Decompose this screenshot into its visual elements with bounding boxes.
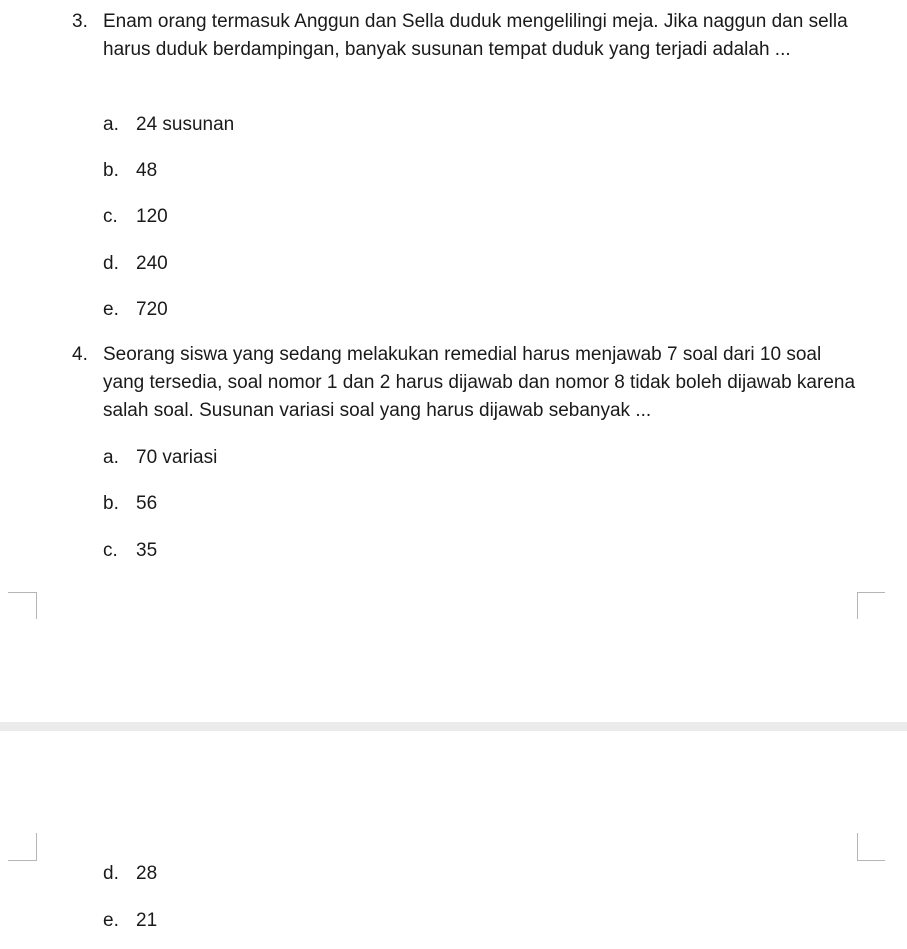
option-text: 120 <box>136 206 168 227</box>
document-page-2 <box>0 731 907 949</box>
option-text: 24 susunan <box>136 114 235 135</box>
option-text: 21 <box>136 910 158 931</box>
question-4-number: 4. <box>72 344 88 365</box>
page-corner-mark-bottom-left <box>8 592 37 619</box>
question-3-option-a <box>103 113 234 137</box>
option-text: 56 <box>136 493 158 514</box>
question-3-number: 3. <box>72 11 88 32</box>
option-text: 720 <box>136 299 168 320</box>
page-corner-mark-top-right <box>857 833 885 861</box>
question-3-option-d <box>103 252 168 276</box>
option-letter: c. <box>103 206 118 227</box>
option-letter: a. <box>103 114 119 135</box>
question-4-option-e <box>103 909 157 933</box>
question-3-option-e <box>103 298 168 322</box>
option-letter: d. <box>103 253 119 274</box>
question-4-option-a <box>103 446 217 470</box>
page-separator <box>0 722 907 731</box>
question-4-option-b <box>103 492 157 516</box>
question-4-text: Seorang siswa yang sedang melakukan remedial harus menjawab 7 soal dari 10 soal yang tersedia, soal nomor 1 dan 2 harus dijawab dan nomor 8 tidak boleh dijawab karena salah soal. Susunan variasi soal yang harus dijawab sebanyak ... <box>103 344 856 421</box>
page-corner-mark-bottom-right <box>857 592 885 619</box>
question-3-option-c <box>103 205 168 229</box>
option-letter: b. <box>103 160 119 181</box>
page-corner-mark-top-left <box>8 833 37 861</box>
option-letter: e. <box>103 299 119 320</box>
option-text: 70 variasi <box>136 447 218 468</box>
question-4-option-d <box>103 862 157 886</box>
question-3-text: Enam orang termasuk Anggun dan Sella duduk mengelilingi meja. Jika naggun dan sella harus duduk berdampingan, banyak susunan tempat duduk yang terjadi adalah ... <box>103 11 848 60</box>
option-letter: c. <box>103 540 118 561</box>
option-letter: e. <box>103 910 119 931</box>
option-letter: d. <box>103 863 119 884</box>
option-text: 28 <box>136 863 158 884</box>
option-text: 35 <box>136 540 158 561</box>
option-letter: a. <box>103 447 119 468</box>
question-4-option-c <box>103 539 157 563</box>
option-text: 48 <box>136 160 158 181</box>
question-3-option-b <box>103 159 157 183</box>
option-letter: b. <box>103 493 119 514</box>
option-text: 240 <box>136 253 168 274</box>
